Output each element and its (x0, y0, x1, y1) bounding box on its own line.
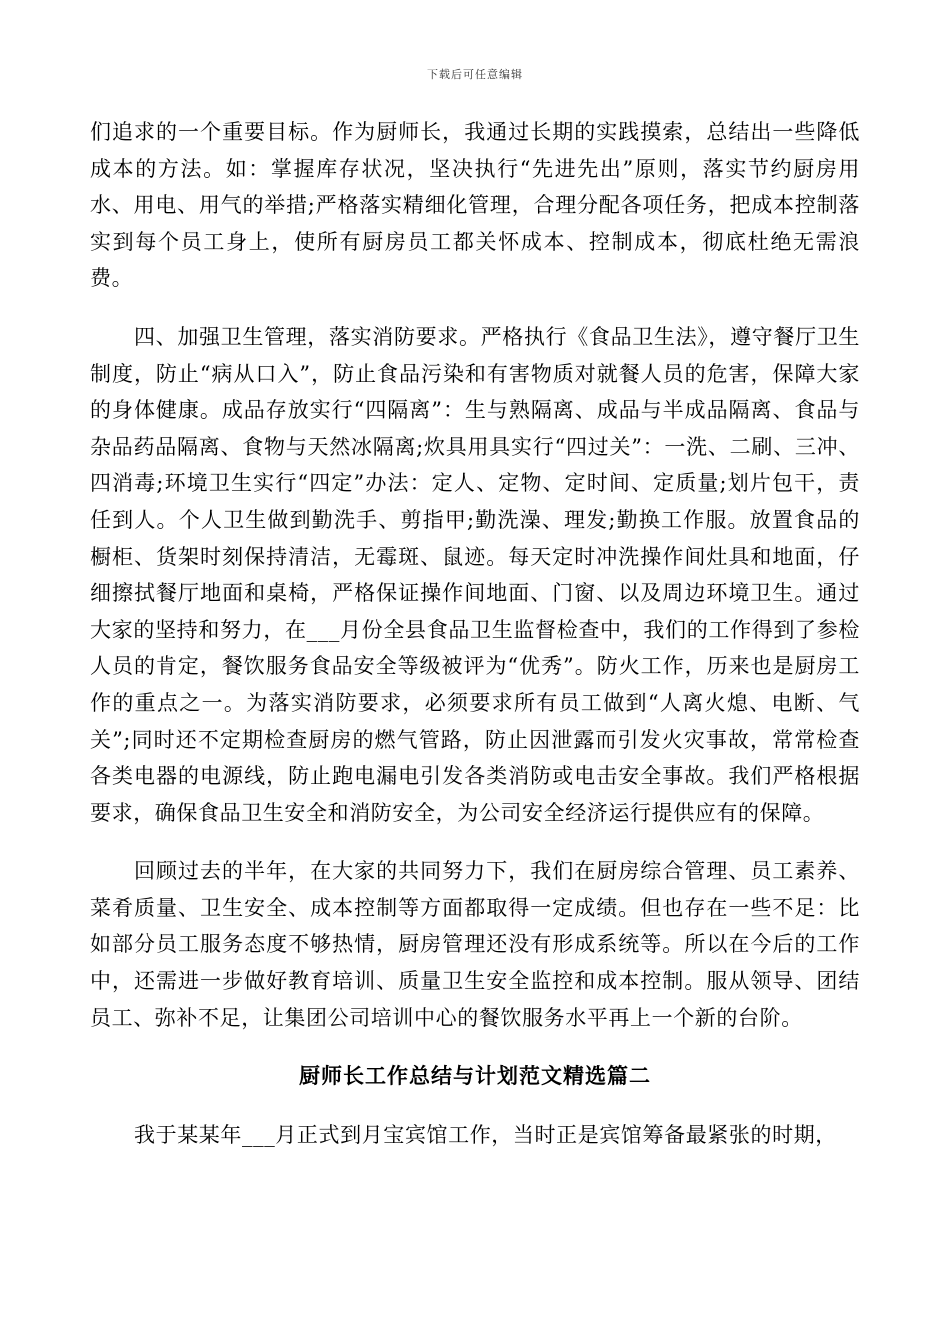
page-header-note: 下载后可任意编辑 (427, 68, 523, 81)
document-body (90, 114, 860, 1153)
paragraph-spacer (90, 831, 860, 853)
paragraph-review-summary: 回顾过去的半年，在大家的共同努力下，我们在厨房综合管理、员工素养、菜肴质量、卫生安全、成本控制等方面都取得一定成绩。但也存在一些不足：比如部分员工服务态度不够热情，厨房管理还没有形成系统等。所以在今后的工作中，还需进一步做好教育培训、质量卫生安全监控和成本控制。服从领导、团结员工、弥补不足，让集团公司培训中心的餐饮服务水平再上一个新的台阶。 (90, 859, 860, 1030)
paragraph-spacer (90, 1095, 860, 1117)
paragraph-cost-control: 们追求的一个重要目标。作为厨师长，我通过长期的实践摸索，总结出一些降低成本的方法。如：掌握库存状况，坚决执行“先进先出”原则，落实节约厨房用水、用电、用气的举措;严格落实精细化管理，合理分配各项任务，把成本控制落实到每个员工身上，使所有厨房员工都关怀成本、控制成本，彻底杜绝无需浪费。 (90, 120, 860, 291)
paragraph-spacer (90, 1036, 860, 1058)
paragraph-hygiene-fire-safety: 四、加强卫生管理，落实消防要求。严格执行《食品卫生法》，遵守餐厅卫生制度，防止“病从口入”，防止食品污染和有害物质对就餐人员的危害，保障大家的身体健康。成品存放实行“四隔离”：生与熟隔离、成品与半成品隔离、食品与杂品药品隔离、食物与天然冰隔离;炊具用具实行“四过关”：一洗、二刷、三冲、四消毒;环境卫生实行“四定”办法：定人、定物、定时间、定质量;划片包干，责任到人。个人卫生做到勤洗手、剪指甲;勤洗澡、理发;勤换工作服。放置食品的橱柜、货架时刻保持清洁，无霉斑、鼠迹。每天定时冲洗操作间灶具和地面，仔细擦拭餐厅地面和桌椅，严格保证操作间地面、门窗、以及周边环境卫生。通过大家的坚持和努力，在___月份全县食品卫生监督检查中，我们的工作得到了参检人员的肯定，餐饮服务食品安全等级被评为“优秀”。防火工作，历来也是厨房工作的重点之一。为落实消防要求，必须要求所有员工做到“人离火熄、电断、气关”;同时还不定期检查厨房的燃气管路，防止因泄露而引发火灾事故，常常检查各类电器的电源线，防止跑电漏电引发各类消防或电击安全事故。我们严格根据要求，确保食品卫生安全和消防安全，为公司安全经济运行提供应有的保障。 (90, 324, 860, 825)
paragraph-spacer (90, 297, 860, 319)
section-heading-part-two: 厨师长工作总结与计划范文精选篇二 (299, 1063, 651, 1089)
paragraph-part-two-intro: 我于某某年___月正式到月宝宾馆工作，当时正是宾馆筹备最紧张的时期， (134, 1122, 837, 1147)
